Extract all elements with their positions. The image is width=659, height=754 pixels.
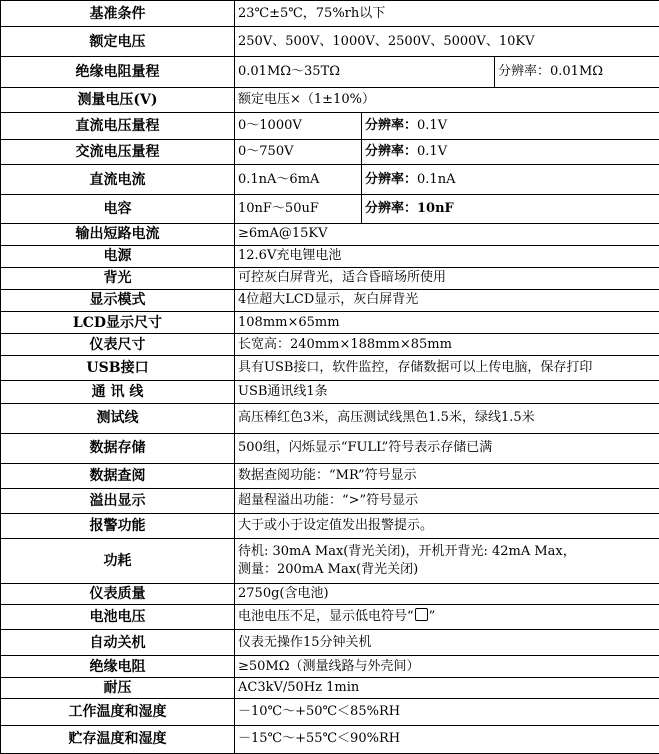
row-value: 0～1000V	[235, 112, 362, 139]
table-row	[1, 629, 659, 655]
row-value: 250V、500V、1000V、2500V、5000V、10KV	[235, 27, 659, 57]
resolution-value: 0.1V	[417, 143, 448, 159]
power-line-measure: 测量：200mA Max(背光关闭)	[238, 562, 419, 578]
battery-text: 电池电压不足，显示低电符号“	[238, 609, 414, 625]
table-row	[1, 433, 659, 463]
row-value: 0～750V	[235, 139, 362, 164]
row-value: ≥6mA@15KV	[235, 224, 659, 245]
row-value: 4位超大LCD显示，灰白屏背光	[235, 289, 659, 311]
row-label: 基准条件	[1, 1, 235, 27]
row-label: 电池电压	[1, 604, 235, 629]
resolution-label: 分辨率：	[365, 201, 418, 217]
table-row	[1, 604, 659, 629]
row-resolution	[362, 165, 659, 195]
row-label: 输出短路电流	[1, 224, 235, 245]
table-row	[1, 27, 659, 57]
resolution-value: 0.1V	[417, 117, 448, 133]
row-label: 仪表质量	[1, 583, 235, 604]
row-label: 工作温度和湿度	[1, 699, 235, 725]
table-row	[1, 656, 659, 678]
table-row	[1, 539, 659, 583]
resolution-label: 分辨率：	[365, 117, 418, 133]
table-row	[1, 489, 659, 514]
row-value: 数据查阅功能：“MR”符号显示	[235, 463, 659, 488]
row-resolution	[362, 112, 659, 139]
table-row	[1, 678, 659, 699]
row-value: 108mm×65mm	[235, 311, 659, 333]
table-row	[1, 245, 659, 267]
row-label: 贮存温度和湿度	[1, 725, 235, 753]
table-row	[1, 725, 659, 753]
table-row	[1, 112, 659, 139]
row-value: 12.6V充电锂电池	[235, 245, 659, 267]
row-label: 电源	[1, 245, 235, 267]
row-label: 溢出显示	[1, 489, 235, 514]
table-row	[1, 403, 659, 433]
row-label: 直流电流	[1, 165, 235, 195]
row-label: 耐压	[1, 678, 235, 699]
row-value	[235, 604, 659, 629]
table-row	[1, 267, 659, 289]
row-value: ≥50MΩ（测量线路与外壳间）	[235, 656, 659, 678]
row-label: 自动关机	[1, 629, 235, 655]
row-value: 大于或小于设定值发出报警提示。	[235, 514, 659, 539]
table-row	[1, 356, 659, 381]
resolution-value: 10nF	[417, 201, 454, 217]
row-label: USB接口	[1, 356, 235, 381]
row-label: LCD显示尺寸	[1, 311, 235, 333]
battery-low-icon	[415, 608, 428, 621]
row-value	[235, 539, 659, 583]
table-row	[1, 334, 659, 356]
row-value: 超量程溢出功能：“>”符号显示	[235, 489, 659, 514]
row-value: 具有USB接口，软件监控，存储数据可以上传电脑，保存打印	[235, 356, 659, 381]
table-row	[1, 381, 659, 403]
battery-text-end: ”	[428, 609, 436, 625]
table-row	[1, 195, 659, 224]
row-label: 交流电压量程	[1, 139, 235, 164]
table-row	[1, 165, 659, 195]
row-label: 直流电压量程	[1, 112, 235, 139]
table-row	[1, 1, 659, 27]
row-label: 额定电压	[1, 27, 235, 57]
row-value: 仪表无操作15分钟关机	[235, 629, 659, 655]
row-label: 功耗	[1, 539, 235, 583]
table-row	[1, 289, 659, 311]
resolution-label: 分辨率：	[365, 171, 418, 187]
table-row	[1, 463, 659, 488]
row-value: 0.01MΩ～35TΩ	[235, 57, 495, 87]
row-label: 仪表尺寸	[1, 334, 235, 356]
row-resolution: 分辨率：0.01MΩ	[495, 57, 659, 87]
row-value: 长宽高：240mm×188mm×85mm	[235, 334, 659, 356]
table-row	[1, 57, 659, 87]
row-value: 10nF～50uF	[235, 195, 362, 224]
row-resolution	[362, 195, 659, 224]
row-value: －15℃～+55℃＜90%RH	[235, 725, 659, 753]
row-value: 23℃±5℃，75%rh以下	[235, 1, 659, 27]
table-row	[1, 583, 659, 604]
table-row	[1, 514, 659, 539]
row-value: USB通讯线1条	[235, 381, 659, 403]
row-value: 高压棒红色3米，高压测试线黑色1.5米，绿线1.5米	[235, 403, 659, 433]
table-row	[1, 139, 659, 164]
row-label: 测试线	[1, 403, 235, 433]
power-line-standby: 待机: 30mA Max(背光关闭)，开机开背光: 42mA Max，	[238, 544, 576, 560]
table-row	[1, 311, 659, 333]
row-resolution	[362, 139, 659, 164]
resolution-label: 分辨率：	[365, 143, 418, 159]
row-label: 测量电压(V)	[1, 87, 235, 112]
row-label: 背光	[1, 267, 235, 289]
table-row	[1, 87, 659, 112]
row-label: 报警功能	[1, 514, 235, 539]
row-label: 电容	[1, 195, 235, 224]
row-label: 绝缘电阻	[1, 656, 235, 678]
row-label: 数据查阅	[1, 463, 235, 488]
row-value: 0.1nA～6mA	[235, 165, 362, 195]
table-row	[1, 699, 659, 725]
row-value: 2750g(含电池)	[235, 583, 659, 604]
row-label: 显示模式	[1, 289, 235, 311]
row-value: 500组，闪烁显示“FULL”符号表示存储已满	[235, 433, 659, 463]
row-label: 数据存储	[1, 433, 235, 463]
row-value: 额定电压×（1±10%）	[235, 87, 659, 112]
table-row	[1, 224, 659, 245]
row-value: AC3kV/50Hz 1min	[235, 678, 659, 699]
row-label: 绝缘电阻量程	[1, 57, 235, 87]
row-value: －10℃～+50℃＜85%RH	[235, 699, 659, 725]
resolution-value: 0.1nA	[417, 171, 456, 187]
row-value: 可控灰白屏背光，适合昏暗场所使用	[235, 267, 659, 289]
row-label: 通 讯 线	[1, 381, 235, 403]
